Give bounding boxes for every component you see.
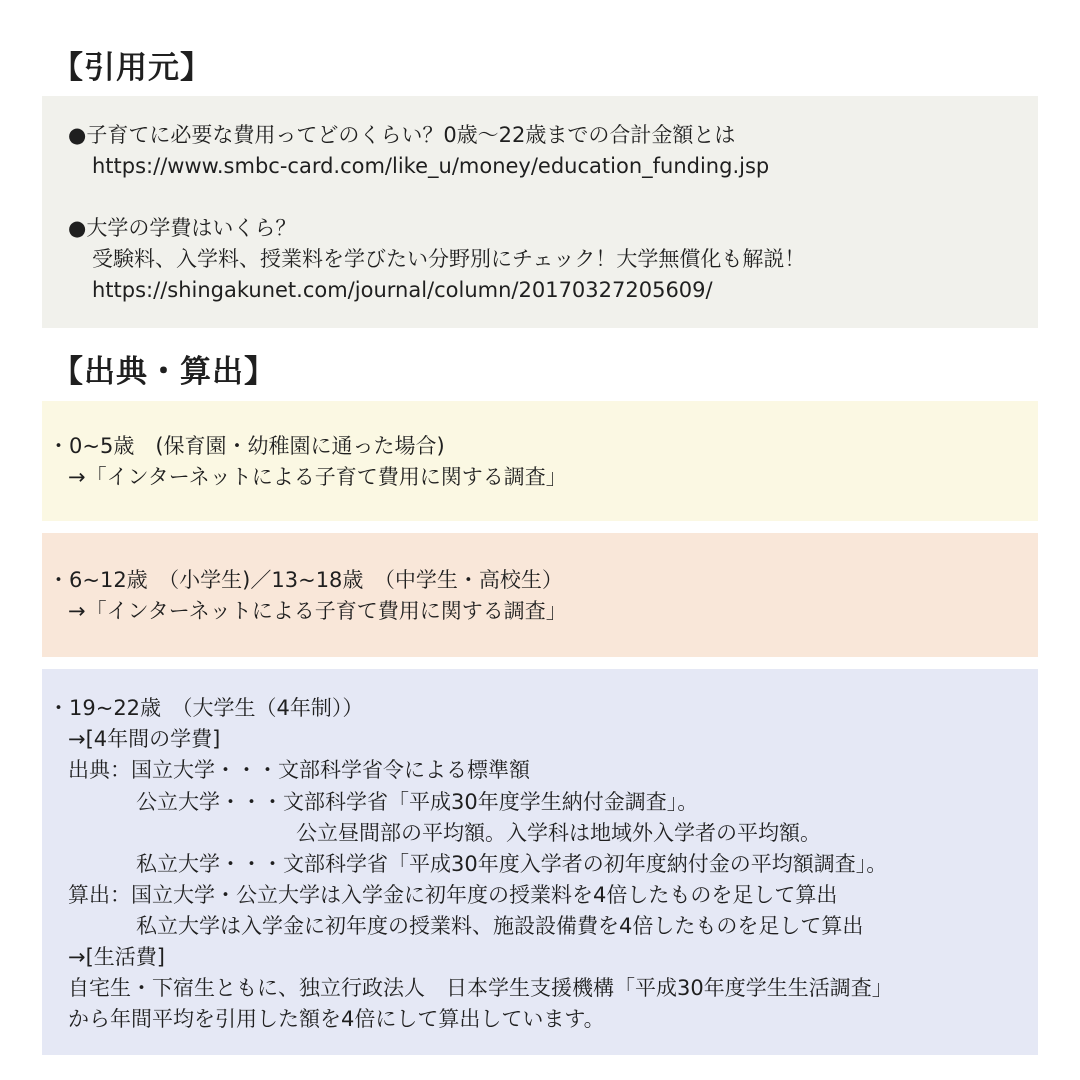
citation-box <box>42 96 1038 328</box>
age-19-22-box <box>42 669 1038 1055</box>
citation-1-url[interactable]: https://www.smbc-card.com/like_u/money/education_funding.jsp <box>92 154 770 178</box>
age-0-5-source: →「インターネットによる子育て費用に関する調査」 <box>68 465 567 489</box>
source-private: 私立大学・・・文部科学省「平成30年度入学者の初年度納付金の平均額調査」。 <box>136 852 888 876</box>
age-6-18-label: ・6~12歳 （小学生)／13~18歳 （中学生・高校生） <box>48 568 563 592</box>
source-heading: 【出典・算出】 <box>52 354 276 390</box>
living-line-2: から年間平均を引用した額を4倍にして算出しています。 <box>68 1007 605 1031</box>
age-6-18-box <box>42 533 1038 657</box>
tuition-header: →[4年間の学費] <box>68 727 221 751</box>
source-public-note: 公立昼間部の平均額。入学科は地域外入学者の平均額。 <box>296 821 821 845</box>
living-line-1: 自宅生・下宿生ともに、独立行政法人 日本学生支援機構「平成30年度学生生活調査」 <box>68 976 893 1000</box>
citation-2-title: ●大学の学費はいくら？ <box>68 216 297 240</box>
citation-2-subtitle: 受験料、入学料、授業料を学びたい分野別にチェック！大学無償化も解説！ <box>92 247 806 271</box>
age-6-18-source: →「インターネットによる子育て費用に関する調査」 <box>68 599 567 623</box>
age-0-5-box <box>42 401 1038 521</box>
age-0-5-label: ・0~5歳 (保育園・幼稚園に通った場合) <box>48 434 445 458</box>
citation-2-url[interactable]: https://shingakunet.com/journal/column/20170327205609/ <box>92 278 713 302</box>
age-19-22-label: ・19~22歳 （大学生（4年制）） <box>48 696 364 720</box>
citation-heading: 【引用元】 <box>52 50 212 86</box>
calc-private: 私立大学は入学金に初年度の授業料、施設設備費を4倍したものを足して算出 <box>136 914 864 938</box>
source-national: 出典：国立大学・・・文部科学省令による標準額 <box>68 758 530 782</box>
living-header: →[生活費] <box>68 945 165 969</box>
source-public: 公立大学・・・文部科学省「平成30年度学生納付金調査」。 <box>136 790 699 814</box>
citation-1-title: ●子育てに必要な費用ってどのくらい？0歳〜22歳までの合計金額とは <box>68 123 736 147</box>
calc-national-public: 算出：国立大学・公立大学は入学金に初年度の授業料を4倍したものを足して算出 <box>68 883 838 907</box>
